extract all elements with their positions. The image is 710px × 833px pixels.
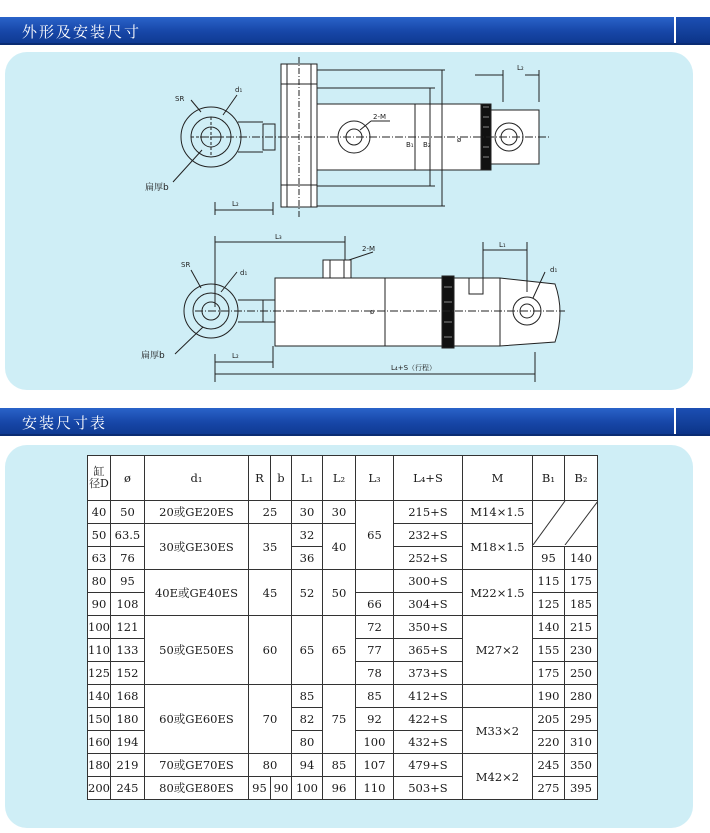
cell-bore: 110 [88,639,111,662]
cell-b2: 395 [564,777,597,800]
label-flat-thickness: 扁厚b [145,183,169,193]
cell-l1: 100 [291,777,322,800]
cell-l4s: 373+S [393,662,462,685]
cell-l1: 52 [291,570,322,616]
cell-l1: 36 [291,547,322,570]
cell-l3: 72 [355,616,393,639]
header-tab-decoration [674,17,710,43]
label-d1: d₁ [235,86,243,94]
header-bore: 缸径D [88,456,111,501]
section-header-table [0,408,710,436]
cell-b2: 295 [564,708,597,731]
cell-d1: 70或GE70ES [144,754,248,777]
cell-l1: 65 [291,616,322,685]
cell-l4s: 422+S [393,708,462,731]
cell-b1: 175 [532,662,564,685]
cell-b2: 215 [564,616,597,639]
label-l1: L₁ [499,241,506,249]
header-l4s: L₄+S [393,456,462,501]
cell-bore: 160 [88,731,111,754]
section-title: 安装尺寸表 [22,414,108,432]
header-l2: L₂ [322,456,355,501]
cell-bore: 140 [88,685,111,708]
table-row [88,501,598,524]
cell-rb: 70 [248,685,291,754]
label-flat-thickness-side: 扁厚b [141,351,165,361]
cell-b1: 205 [532,708,564,731]
cell-m: M27×2 [462,616,532,685]
cell-l1: 94 [291,754,322,777]
cell-l4s: 412+S [393,685,462,708]
table-row [88,685,598,708]
label-b1: B₁ [406,141,414,149]
installation-dimension-table [87,455,598,800]
cell-l1: 32 [291,524,322,547]
cell-l4s: 252+S [393,547,462,570]
cell-l3: 77 [355,639,393,662]
cell-rod: 152 [110,662,144,685]
header-b2: B₂ [564,456,597,501]
header-r: R [248,456,270,501]
cell-rod: 194 [110,731,144,754]
cell-l1: 80 [291,731,322,754]
cell-rb: 60 [248,616,291,685]
cell-bore: 180 [88,754,111,777]
top-view [173,57,550,217]
cell-bore: 125 [88,662,111,685]
section-title: 外形及安装尺寸 [22,23,142,41]
cell-l3: 110 [355,777,393,800]
cell-rod: 108 [110,593,144,616]
cell-l3: 85 [355,685,393,708]
cell-b2: 280 [564,685,597,708]
cell-l3: 107 [355,754,393,777]
cell-l1: 30 [291,501,322,524]
cell-rod: 180 [110,708,144,731]
cell-l4s: 304+S [393,593,462,616]
cell-d1: 20或GE20ES [144,501,248,524]
cell-d1: 60或GE60ES [144,685,248,754]
diagonal-strike [533,501,598,545]
cell-bore: 100 [88,616,111,639]
cell-l3: 92 [355,708,393,731]
cell-l3: 66 [355,593,393,616]
cell-m: M42×2 [462,754,532,800]
header-rod: ø [110,456,144,501]
cell-rod: 50 [110,501,144,524]
cell-l1: 82 [291,708,322,731]
header-tab-decoration [674,408,710,434]
cell-rod: 168 [110,685,144,708]
cell-rb: 25 [248,501,291,524]
label-stroke: L₄+S（行程） [391,364,437,372]
cell-b2: 140 [564,547,597,570]
label-b2: B₂ [423,141,431,149]
label-port: 2-M [373,113,387,121]
cylinder-drawing [5,52,693,390]
cell-b2: 230 [564,639,597,662]
label-bore-side: ø [370,308,375,316]
label-port-side: 2-M [362,245,376,253]
cell-m: M14×1.5 [462,501,532,524]
cell-b1: 140 [532,616,564,639]
section-header-dimensions [0,17,710,45]
cell-b2: 350 [564,754,597,777]
cell-b1: 220 [532,731,564,754]
cell-bore: 63 [88,547,111,570]
cell-d1: 30或GE30ES [144,524,248,570]
cell-l2: 30 [322,501,355,524]
cell-l1: 85 [291,685,322,708]
header-m: M [462,456,532,501]
cell-b1: 245 [532,754,564,777]
cell-m: M22×1.5 [462,570,532,616]
cell-l4s: 503+S [393,777,462,800]
cell-l4s: 232+S [393,524,462,547]
label-d1-side: d₁ [240,269,248,277]
cell-b1: 125 [532,593,564,616]
label-l3: L₃ [275,233,282,241]
cell-l3: 65 [355,501,393,570]
cell-l4s: 350+S [393,616,462,639]
cell-l3-empty [355,570,393,593]
cell-bore: 80 [88,570,111,593]
cell-b1: 155 [532,639,564,662]
cell-m: M33×2 [462,708,532,754]
table-row [88,570,598,593]
cell-l3: 78 [355,662,393,685]
cell-d1: 40E或GE40ES [144,570,248,616]
label-l2: L₂ [232,200,239,208]
label-bore: ø [457,136,462,144]
cell-rb: 80 [248,754,291,777]
header-l1: L₁ [291,456,322,501]
cell-l3: 100 [355,731,393,754]
label-sr: SR [175,95,185,103]
cell-b1: 115 [532,570,564,593]
cell-b1: 275 [532,777,564,800]
cell-rod: 133 [110,639,144,662]
table-row [88,616,598,639]
cell-l4s: 300+S [393,570,462,593]
cell-rb: 35 [248,524,291,570]
cell-l4s: 479+S [393,754,462,777]
cell-rod: 76 [110,547,144,570]
cell-d1: 80或GE80ES [144,777,248,800]
label-l2-side: L₂ [232,352,239,360]
cell-l2: 75 [322,685,355,754]
cell-b2: 185 [564,593,597,616]
cell-rod: 63.5 [110,524,144,547]
cell-l2: 85 [322,754,355,777]
cell-rod: 219 [110,754,144,777]
cell-b2: 310 [564,731,597,754]
label-d1-right: d₁ [550,266,558,274]
cell-rod: 121 [110,616,144,639]
header-b: b [270,456,291,501]
cell-b-empty [532,501,597,547]
cell-b: 90 [270,777,291,800]
cell-l4s: 215+S [393,501,462,524]
cell-m: M18×1.5 [462,524,532,570]
cell-rod: 95 [110,570,144,593]
cell-bore: 200 [88,777,111,800]
cell-l4s: 432+S [393,731,462,754]
table-row [88,754,598,777]
cell-b2: 175 [564,570,597,593]
cell-l2: 40 [322,524,355,570]
cell-l2: 96 [322,777,355,800]
cell-bore: 40 [88,501,111,524]
label-sr-side: SR [181,261,191,269]
table-header-row [88,456,598,501]
header-l3: L₃ [355,456,393,501]
cell-d1: 50或GE50ES [144,616,248,685]
header-b1: B₁ [532,456,564,501]
label-l2-right: L₂ [517,64,524,72]
cell-l2: 50 [322,570,355,616]
cell-bore: 50 [88,524,111,547]
cell-b1: 190 [532,685,564,708]
cell-rb: 45 [248,570,291,616]
table-row [88,524,598,547]
cell-bore: 150 [88,708,111,731]
cell-rod: 245 [110,777,144,800]
cell-b1: 95 [532,547,564,570]
header-d1: d₁ [144,456,248,501]
cell-l2: 65 [322,616,355,685]
cell-m-empty [462,685,532,708]
cell-r: 95 [248,777,270,800]
cell-l4s: 365+S [393,639,462,662]
cell-bore: 90 [88,593,111,616]
cell-b2: 250 [564,662,597,685]
drawing-panel [5,52,693,390]
